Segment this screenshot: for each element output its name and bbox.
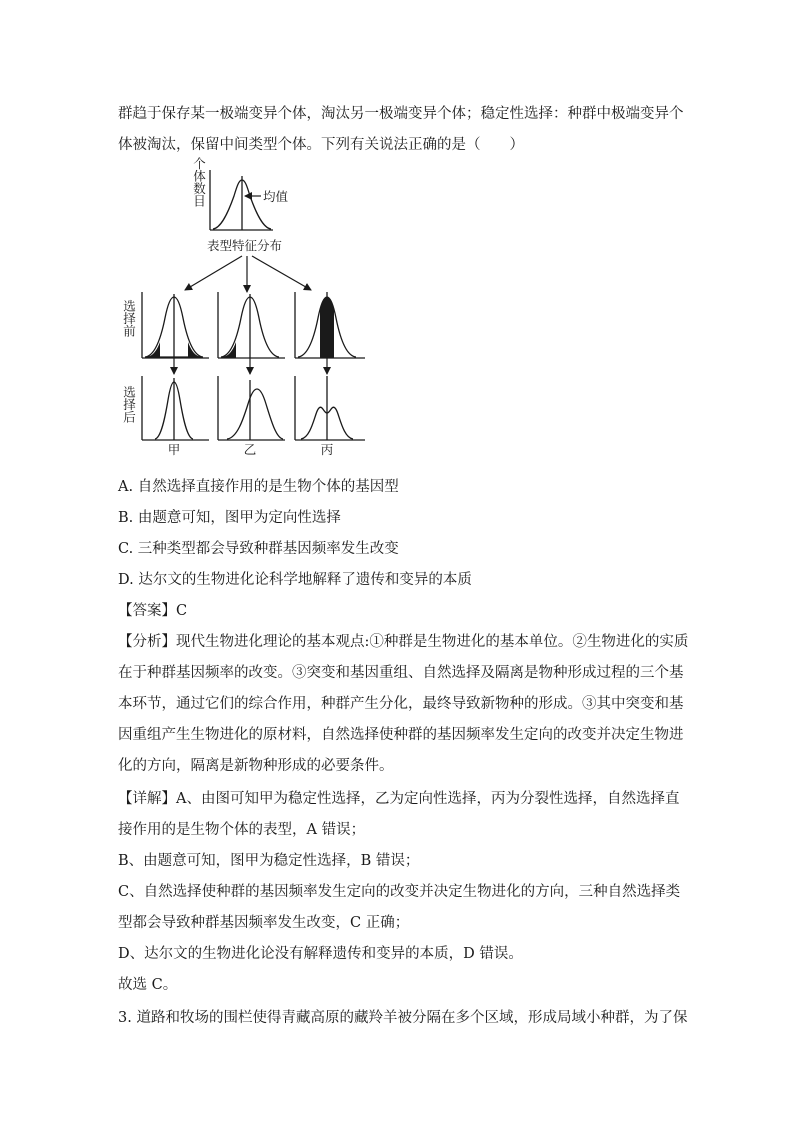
answer: 【答案】C xyxy=(118,603,188,619)
analysis-line-2: 在于种群基因频率的改变。③突变和基因重组、自然选择及隔离是物种形成过程的三个基 xyxy=(118,665,684,681)
after-yi-chart xyxy=(218,376,285,440)
option-b: B. 由题意可知，图甲为定向性选择 xyxy=(118,510,341,526)
option-d: D. 达尔文的生物进化论科学地解释了遗传和变异的本质 xyxy=(118,572,472,588)
arrow-to-bing xyxy=(252,256,311,290)
after-jia-chart xyxy=(142,376,209,440)
after-selection-label: 选择后 xyxy=(121,385,137,423)
before-jia-chart xyxy=(142,292,209,358)
analysis-line-3: 本环节，通过它们的综合作用，种群产生分化，最终导致新物种的形成。③其中突变和基 xyxy=(118,696,684,712)
panel-label-yi: 乙 xyxy=(243,442,257,457)
distribution-label: 表型特征分布 xyxy=(207,238,283,253)
detail-line-6: D、达尔文的生物进化论没有解释遗传和变异的本质，D 错误。 xyxy=(118,946,523,962)
detail-line-2: 接作用的是生物个体的表型，A 错误； xyxy=(118,822,366,838)
analysis-line-1: 【分析】现代生物进化理论的基本观点:①种群是生物进化的基本单位。②生物进化的实质 xyxy=(118,634,689,650)
next-question: 3. 道路和牧场的围栏使得青藏高原的藏羚羊被分隔在多个区域，形成局域小种群，为了保 xyxy=(118,1010,688,1026)
y-axis-label: 个体数目 xyxy=(191,157,207,207)
top-distribution-chart xyxy=(210,170,289,230)
option-c: C. 三种类型都会导致种群基因频率发生改变 xyxy=(118,541,399,557)
selection-figure xyxy=(121,157,380,458)
option-a: A. 自然选择直接作用的是生物个体的基因型 xyxy=(118,479,399,495)
panel-label-jia: 甲 xyxy=(167,442,181,457)
arrow-to-jia xyxy=(185,256,242,290)
intro-line-1: 群趋于保存某一极端变异个体，淘汰另一极端变异个体；稳定性选择：种群中极端变异个 xyxy=(118,106,684,122)
before-bing-chart xyxy=(295,292,365,358)
detail-line-7: 故选 C。 xyxy=(118,977,178,993)
intro-line-2: 体被淘汰，保留中间类型个体。下列有关说法正确的是（ ） xyxy=(118,137,524,153)
analysis-line-5: 化的方向，隔离是新物种形成的必要条件。 xyxy=(118,758,394,774)
detail-line-3: B、由题意可知，图甲为稳定性选择，B 错误； xyxy=(118,853,420,869)
mean-label: 均值 xyxy=(263,189,289,204)
detail-line-5: 型都会导致种群基因频率发生改变，C 正确； xyxy=(118,915,410,931)
after-bing-chart xyxy=(295,376,365,440)
detail-line-4: C、自然选择使种群的基因频率发生定向的改变并决定生物进化的方向，三种自然选择类 xyxy=(118,884,681,900)
before-selection-label: 选择前 xyxy=(121,299,137,337)
before-yi-chart xyxy=(218,292,285,358)
detail-line-1: 【详解】A、由图可知甲为稳定性选择，乙为定向性选择，丙为分裂性选择，自然选择直 xyxy=(118,791,680,807)
panel-label-bing: 丙 xyxy=(320,442,334,457)
selection-diagram xyxy=(121,157,380,458)
analysis-line-4: 因重组产生生物进化的原材料，自然选择使种群的基因频率发生定向的改变并决定生物进 xyxy=(118,727,684,743)
